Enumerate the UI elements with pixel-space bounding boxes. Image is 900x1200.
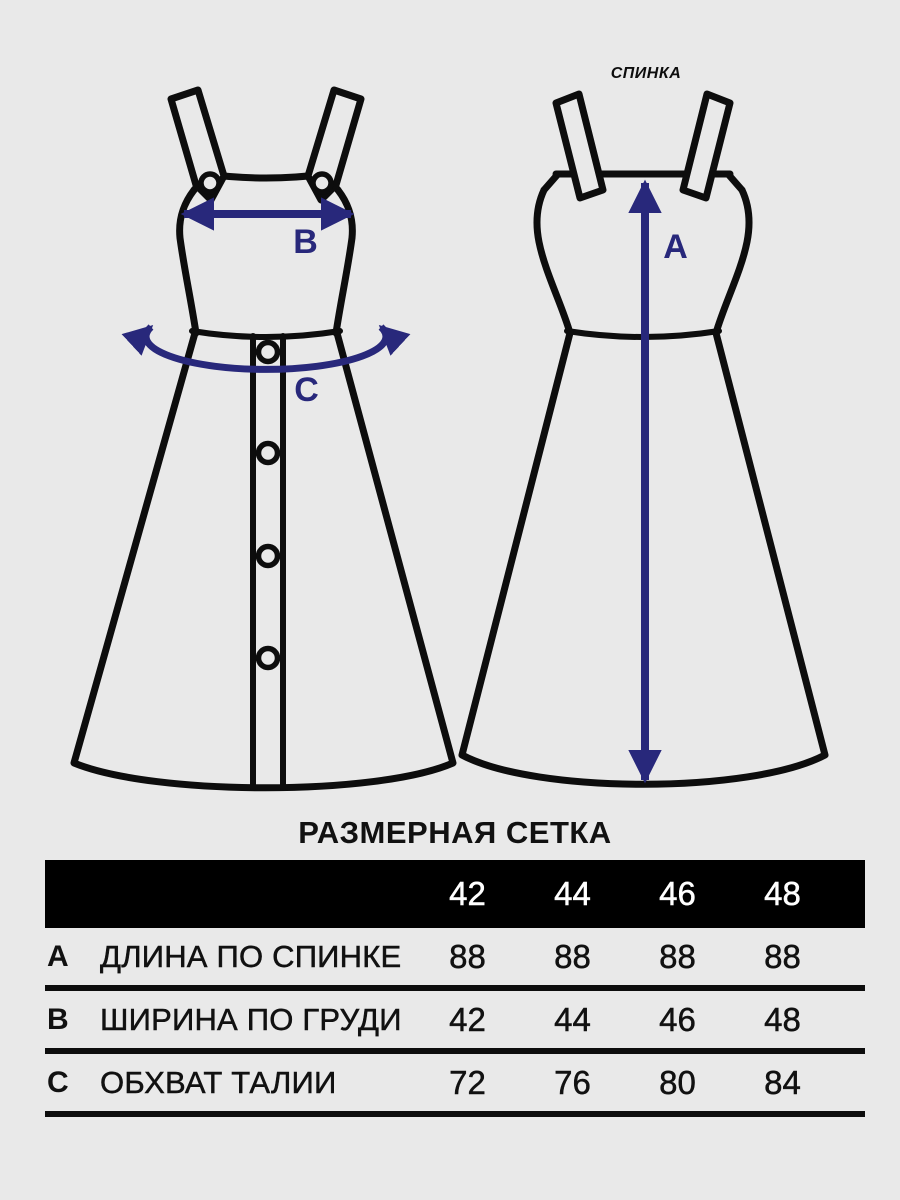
row-value: 46 (659, 1000, 696, 1038)
row-value: 42 (449, 1000, 486, 1038)
size-column-46: 46 (659, 875, 696, 912)
row-letter: C (47, 1065, 69, 1099)
size-column-48: 48 (764, 875, 801, 912)
table-row-c (45, 1054, 865, 1117)
size-table-title: РАЗМЕРНАЯ СЕТКА (298, 815, 612, 850)
back-strap-left (556, 94, 603, 198)
strap-button-right (313, 174, 331, 192)
measure-label-c: C (294, 371, 320, 409)
row-measure-name: ДЛИНА ПО СПИНКЕ (100, 938, 402, 974)
strap-button-left (201, 174, 219, 192)
row-value: 48 (764, 1000, 801, 1038)
row-measure-name: ОБХВАТ ТАЛИИ (100, 1064, 337, 1100)
table-row-b (45, 991, 865, 1054)
front-dress-drawing (74, 90, 453, 788)
placket-button (259, 649, 278, 668)
size-table-header (45, 860, 865, 928)
row-value: 88 (449, 937, 486, 975)
row-value: 88 (554, 937, 591, 975)
placket-button (259, 444, 278, 463)
size-column-44: 44 (554, 875, 591, 912)
row-letter: A (47, 939, 69, 973)
placket-button (259, 547, 278, 566)
measure-label-b: B (293, 223, 319, 261)
row-measure-name: ШИРИНА ПО ГРУДИ (100, 1001, 402, 1037)
row-value: 80 (659, 1063, 696, 1101)
row-value: 84 (764, 1063, 801, 1101)
back-strap-right (683, 94, 730, 198)
row-value: 88 (659, 937, 696, 975)
measure-label-a: A (663, 228, 689, 266)
back-dress-drawing (462, 65, 825, 784)
size-column-42: 42 (449, 875, 486, 912)
row-letter: B (47, 1002, 69, 1036)
row-value: 88 (764, 937, 801, 975)
placket-button (259, 343, 278, 362)
row-value: 72 (449, 1063, 486, 1101)
row-value: 76 (554, 1063, 591, 1101)
back-view-caption: СПИНКА (610, 65, 682, 82)
row-value: 44 (554, 1000, 591, 1038)
size-table-section (45, 810, 865, 1117)
table-row-a (45, 928, 865, 991)
